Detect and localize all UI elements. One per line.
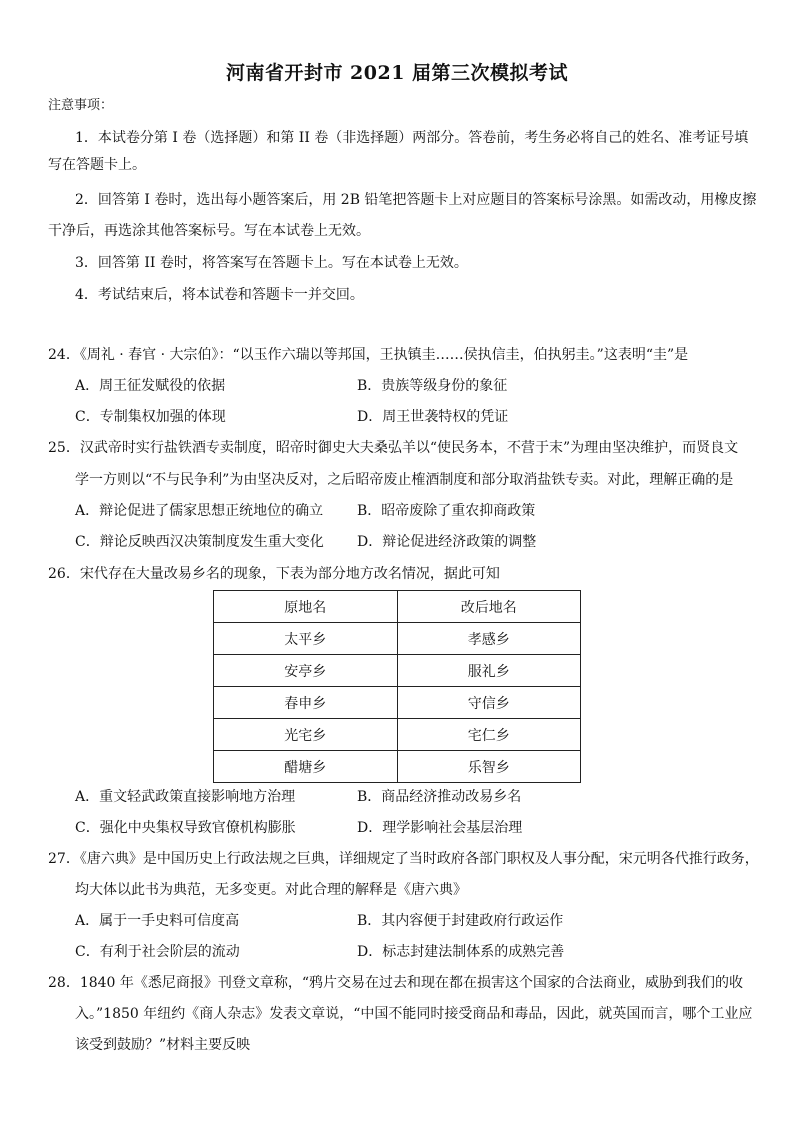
note-1-line-2: 写在答题卡上。 — [48, 157, 146, 173]
exam-title: 河南省开封市 2021 届第三次模拟考试 — [225, 62, 569, 84]
note-4-line-1: 4．考试结束后，将本试卷和答题卡一并交回。 — [75, 287, 364, 303]
question-25-option-b: B．昭帝废除了重农抑商政策 — [357, 503, 536, 519]
table-cell: 宅仁乡 — [397, 719, 581, 751]
question-27-stem-line-2: 均大体以此书为典范，无多变更。对此合理的解释是《唐六典》 — [75, 882, 467, 898]
question-26-stem: 26．宋代存在大量改易乡名的现象，下表为部分地方改名情况，据此可知 — [48, 566, 500, 582]
note-1-line-1: 1．本试卷分第 I 卷（选择题）和第 II 卷（非选择题）两部分。答卷前，考生务必将自己的姓名、准考证号填 — [75, 130, 749, 146]
table-cell: 服礼乡 — [397, 655, 581, 687]
question-25-option-c: C．辩论反映西汉决策制度发生重大变化 — [75, 534, 324, 550]
table-row — [214, 687, 581, 719]
table-cell: 太平乡 — [214, 623, 398, 655]
table-cell: 乐智乡 — [397, 751, 581, 783]
question-27-option-d: D．标志封建法制体系的成熟完善 — [357, 944, 565, 960]
question-28-stem-line-2: 入。”1850 年纽约《商人杂志》发表文章说，“中国不能同时接受商品和毒品，因此，就英国而言，哪个工业应 — [75, 1006, 753, 1022]
question-26-option-a: A．重文轻武政策直接影响地方治理 — [75, 789, 296, 805]
question-24-stem: 24．《周礼 · 春官 · 大宗伯》：“以玉作六瑞以等邦国，王执镇圭……侯执信圭，伯执躬圭。”这表明“圭”是 — [48, 347, 689, 363]
note-2-line-2: 干净后，再选涂其他答案标号。写在本试卷上无效。 — [48, 223, 370, 239]
question-24-option-c: C．专制集权加强的体现 — [75, 409, 226, 425]
table-row — [214, 719, 581, 751]
question-27-option-a: A．属于一手史料可信度高 — [75, 913, 240, 929]
table-row — [214, 623, 581, 655]
note-2-line-1: 2．回答第 I 卷时，选出每小题答案后，用 2B 铅笔把答题卡上对应题目的答案标号涂黑。如需改动，用橡皮擦 — [75, 192, 757, 208]
table-cell: 孝感乡 — [397, 623, 581, 655]
table-header-cell: 原地名 — [214, 591, 398, 623]
table-cell: 春申乡 — [214, 687, 398, 719]
question-25-option-d: D．辩论促进经济政策的调整 — [357, 534, 537, 550]
table-cell: 光宅乡 — [214, 719, 398, 751]
note-3-line-1: 3．回答第 II 卷时，将答案写在答题卡上。写在本试卷上无效。 — [75, 255, 468, 271]
place-name-table — [213, 590, 581, 783]
question-28-stem-line-1: 28．1840 年《悉尼商报》刊登文章称，“鸦片交易在过去和现在都在损害这个国家的合法商业，威胁到我们的收 — [48, 975, 744, 991]
table-cell: 安亭乡 — [214, 655, 398, 687]
question-25-option-a: A．辩论促进了儒家思想正统地位的确立 — [75, 503, 324, 519]
question-26-option-d: D．理学影响社会基层治理 — [357, 820, 523, 836]
question-26-option-c: C．强化中央集权导致官僚机构膨胀 — [75, 820, 296, 836]
table-cell: 醋塘乡 — [214, 751, 398, 783]
question-27-option-b: B．其内容便于封建政府行政运作 — [357, 913, 564, 929]
question-25-stem-line-1: 25．汉武帝时实行盐铁酒专卖制度，昭帝时御史大夫桑弘羊以“使民务本，不营于末”为理由坚决维护，而贤良文 — [48, 440, 739, 456]
table-header-row — [214, 591, 581, 623]
question-24-option-d: D．周王世袭特权的凭证 — [357, 409, 509, 425]
table-cell: 守信乡 — [397, 687, 581, 719]
question-24-option-a: A．周王征发赋役的依据 — [75, 378, 226, 394]
table-row — [214, 655, 581, 687]
question-24-option-b: B．贵族等级身份的象征 — [357, 378, 508, 394]
question-25-stem-line-2: 学一方则以“不与民争利”为由坚决反对，之后昭帝废止榷酒制度和部分取消盐铁专卖。对此，理解正确的是 — [75, 472, 734, 488]
question-26-option-b: B．商品经济推动改易乡名 — [357, 789, 522, 805]
table-header-cell: 改后地名 — [397, 591, 581, 623]
table-row — [214, 751, 581, 783]
question-27-option-c: C．有利于社会阶层的流动 — [75, 944, 240, 960]
question-27-stem-line-1: 27．《唐六典》是中国历史上行政法规之巨典，详细规定了当时政府各部门职权及人事分配，宋元明各代推行政务， — [48, 851, 759, 867]
question-28-stem-line-3: 该受到鼓励？”材料主要反映 — [75, 1037, 251, 1053]
notes-heading: 注意事项： — [48, 98, 114, 113]
